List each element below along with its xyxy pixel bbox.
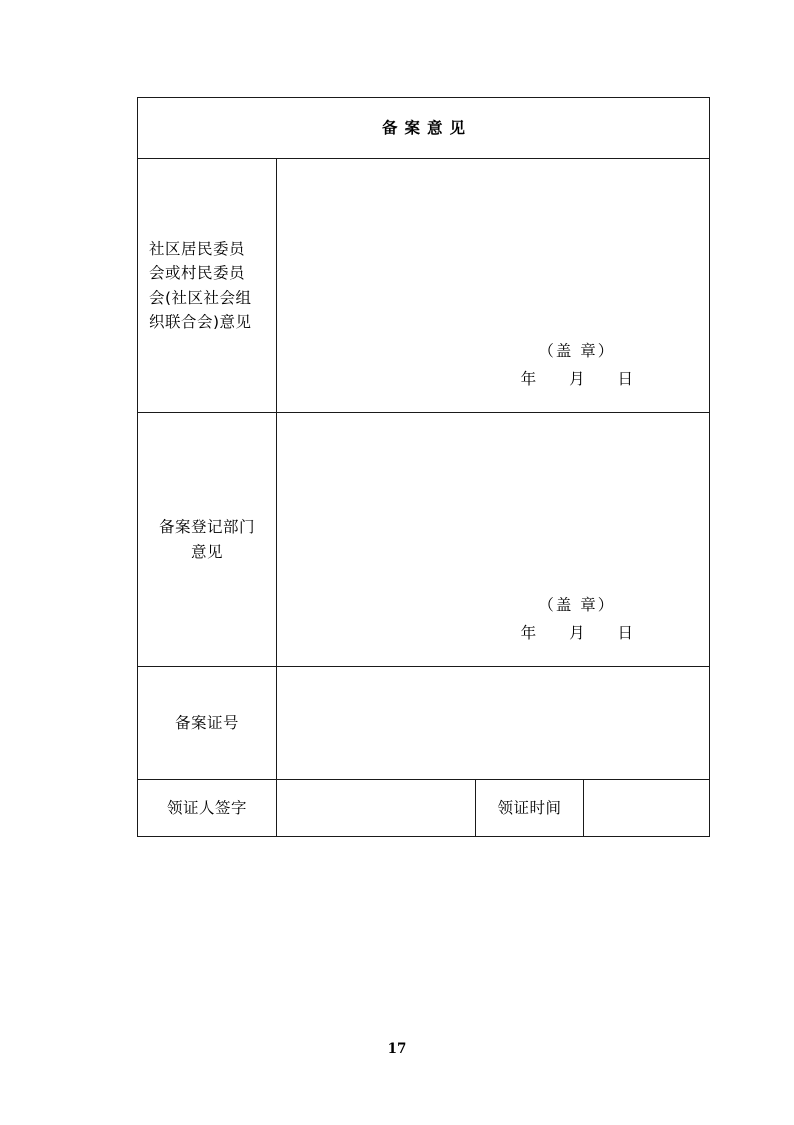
table-row-certificate-number xyxy=(138,667,710,780)
date-text-2: 年 月 日 xyxy=(520,624,648,643)
community-committee-opinion-label xyxy=(138,159,277,413)
table-row-title xyxy=(138,98,710,159)
receiver-signature-field[interactable] xyxy=(277,780,476,837)
filing-opinion-table xyxy=(137,97,710,837)
seal-text-2: （盖 章） xyxy=(538,595,616,614)
table-row-community-opinion xyxy=(138,159,710,413)
receive-time-label-text: 领证时间 xyxy=(497,798,562,817)
seal-and-date-block-1 xyxy=(507,337,647,394)
receive-time-field[interactable] xyxy=(584,780,710,837)
label-line-2: 意见 xyxy=(190,542,223,561)
date-text-1: 年 月 日 xyxy=(520,370,648,389)
page-number: 17 xyxy=(387,1041,407,1057)
seal-text-1: （盖 章） xyxy=(538,341,616,360)
label-line-1: 备案登记部门 xyxy=(158,518,255,537)
page-title: 备案意见 xyxy=(138,98,710,159)
seal-and-date-block-2 xyxy=(507,591,647,648)
certificate-number-field[interactable] xyxy=(277,667,710,780)
receiver-signature-label-text: 领证人签字 xyxy=(166,798,247,817)
registration-department-opinion-field[interactable] xyxy=(277,413,710,667)
community-committee-opinion-field[interactable] xyxy=(277,159,710,413)
label-line-2: 会或村民委员 xyxy=(149,264,246,283)
receive-time-label xyxy=(476,780,584,837)
receiver-signature-label xyxy=(138,780,277,837)
label-line-1: 社区居民委员 xyxy=(149,240,246,259)
label-line-4: 织联合会)意见 xyxy=(149,312,252,331)
label-line-3: 会(社区社会组 xyxy=(149,288,252,307)
certificate-number-label-text: 备案证号 xyxy=(174,713,239,732)
table-row-signature xyxy=(138,780,710,837)
certificate-number-label xyxy=(138,667,277,780)
table-row-registration-opinion xyxy=(138,413,710,667)
registration-department-opinion-label xyxy=(138,413,277,667)
